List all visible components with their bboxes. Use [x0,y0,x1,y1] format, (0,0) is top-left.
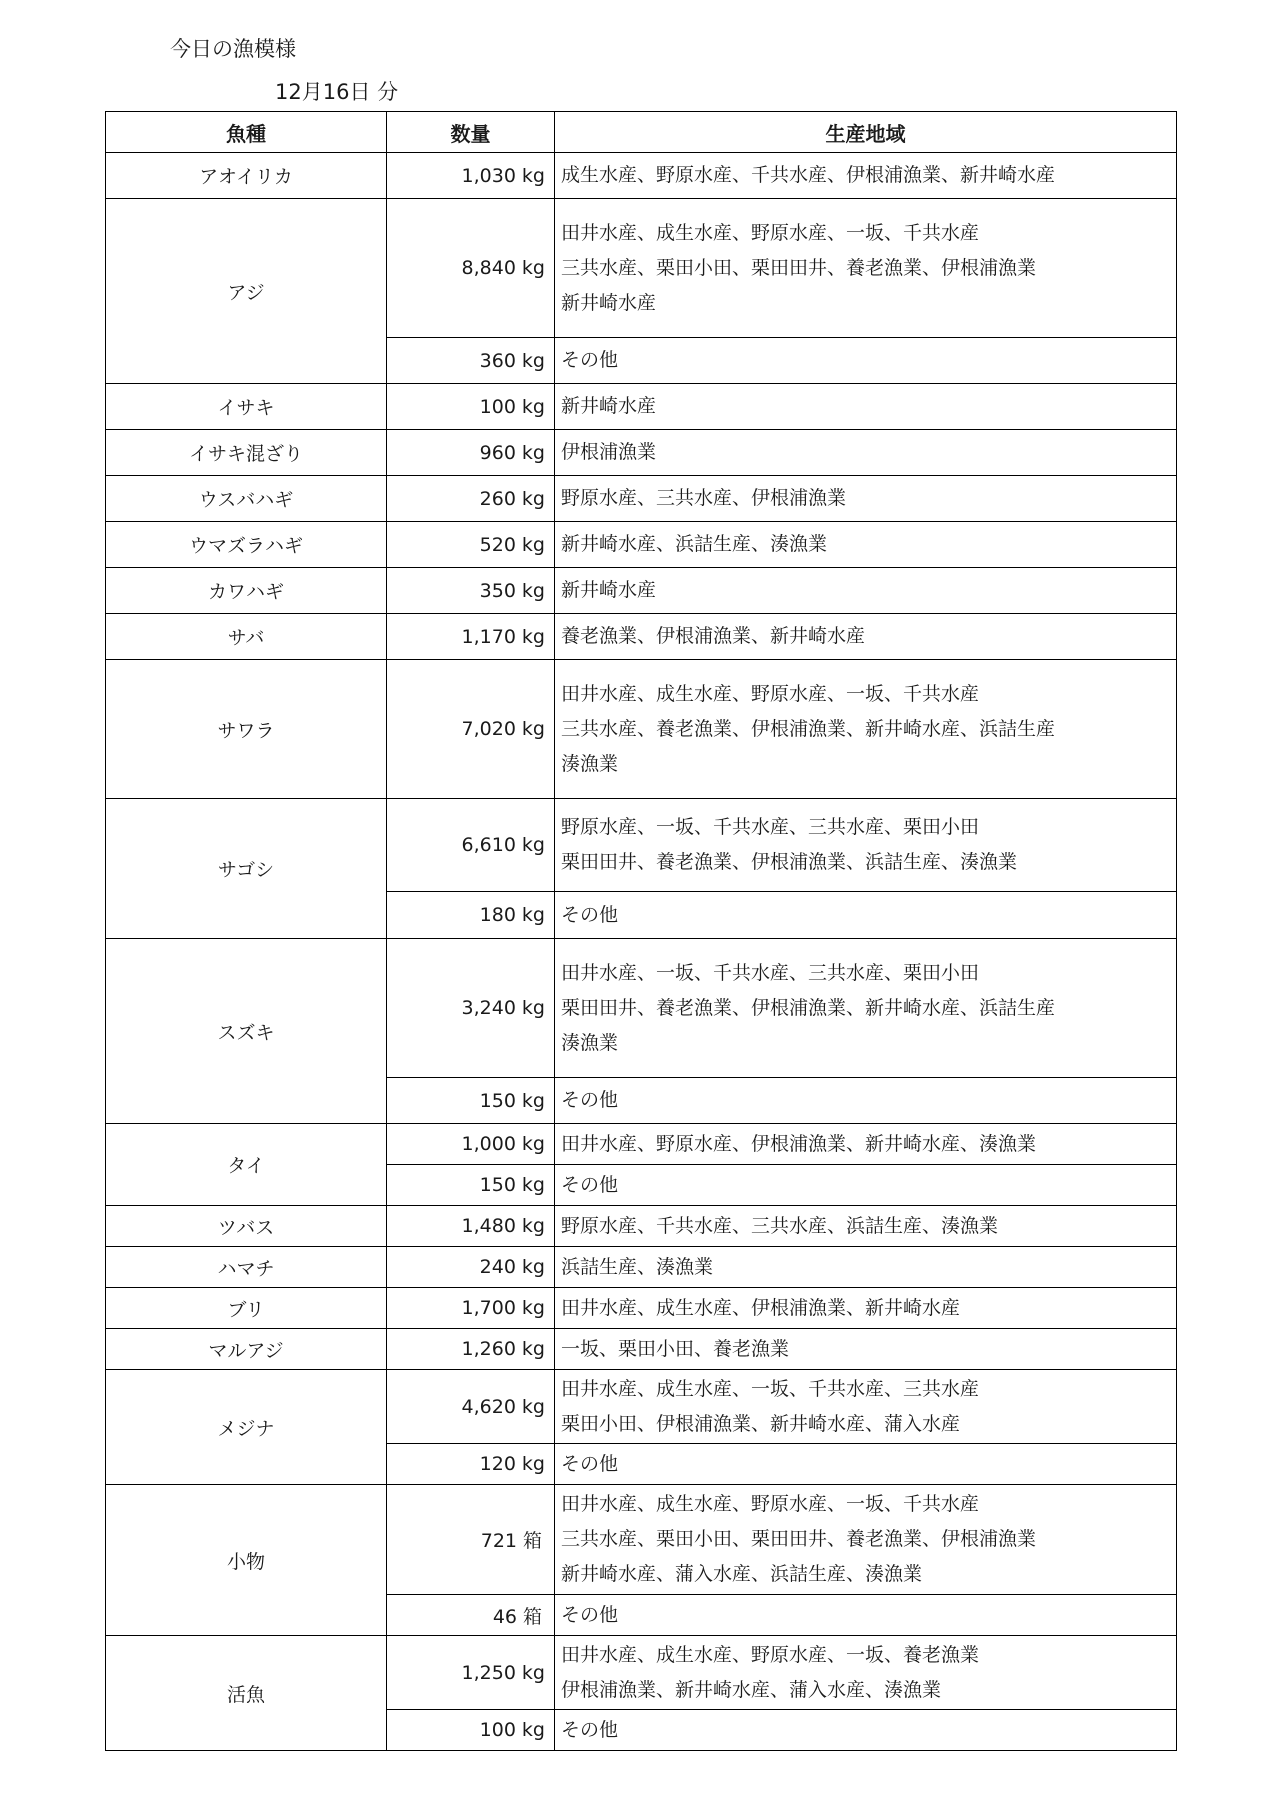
regions-cell [555,1124,1177,1165]
quantity-unit: kg [521,1133,545,1155]
quantity-unit: kg [521,718,545,740]
quantity-cell [387,1288,555,1329]
region-line: 田井水産、成生水産、野原水産、一坂、千共水産 [561,1493,980,1515]
species-cell: ウマズラハギ [106,522,387,568]
table-row [106,1329,1177,1370]
quantity-cell [387,1124,555,1165]
region-line: 三共水産、栗田小田、栗田田井、養老漁業、伊根浦漁業 [561,256,1037,279]
region-line: 成生水産、野原水産、千共水産、伊根浦漁業、新井崎水産 [561,164,1056,186]
table-row [106,1485,1177,1595]
regions-cell [555,1078,1177,1124]
region-line: 野原水産、三共水産、伊根浦漁業 [561,487,847,509]
table-row [106,1124,1177,1165]
quantity-unit: kg [521,579,545,602]
quantity-value: 520 [479,533,516,556]
regions-cell [555,522,1177,568]
quantity-cell [387,384,555,430]
species-cell: メジナ [106,1370,387,1485]
region-line: 田井水産、成生水産、野原水産、一坂、千共水産 [561,682,980,705]
quantity-unit: kg [521,997,545,1019]
quantity-cell [387,338,555,384]
quantity-cell [387,1710,555,1751]
quantity-cell [387,892,555,939]
region-line: 養老漁業、伊根浦漁業、新井崎水産 [561,625,866,647]
table-row [106,1636,1177,1710]
quantity-value: 180 [479,904,516,926]
quantity-unit: kg [521,904,545,926]
region-line: 新井崎水産 [561,395,657,417]
region-line: 野原水産、千共水産、三共水産、浜詰生産、湊漁業 [561,1214,999,1237]
table-row [106,1370,1177,1444]
regions-cell [555,1595,1177,1636]
quantity-cell [387,1636,555,1710]
quantity-unit: kg [521,487,545,510]
quantity-cell [387,476,555,522]
region-line: 新井崎水産 [561,291,657,314]
species-cell: 小物 [106,1485,387,1636]
quantity-value: 100 [479,1719,516,1741]
regions-cell [555,199,1177,338]
quantity-cell [387,430,555,476]
region-line: 田井水産、一坂、千共水産、三共水産、栗田小田 [561,961,980,984]
species-cell: ツバス [106,1206,387,1247]
region-line: 栗田田井、養老漁業、伊根浦漁業、新井崎水産、浜詰生産 [561,996,1056,1019]
table-row [106,522,1177,568]
quantity-value: 721 [480,1530,517,1552]
table-row [106,614,1177,660]
regions-cell [555,153,1177,199]
page-title: 今日の漁模様 [170,37,296,61]
quantity-unit: kg [521,1174,545,1196]
species-cell: タイ [106,1124,387,1206]
quantity-unit: 箱 [523,1605,543,1628]
table-row [106,799,1177,892]
table-header-row [106,112,1177,153]
region-line: 湊漁業 [561,1031,619,1054]
quantity-value: 4,620 [461,1395,516,1418]
region-line: 田井水産、成生水産、伊根浦漁業、新井崎水産 [561,1296,961,1319]
region-line: 伊根浦漁業 [561,441,657,463]
regions-cell [555,892,1177,939]
quantity-cell [387,614,555,660]
regions-cell [555,384,1177,430]
quantity-value: 1,480 [461,1215,516,1237]
region-line: 野原水産、一坂、千共水産、三共水産、栗田小田 [561,816,980,838]
quantity-cell [387,1444,555,1485]
quantity-cell [387,568,555,614]
table-row [106,430,1177,476]
species-cell: イサキ混ざり [106,430,387,476]
quantity-cell [387,1247,555,1288]
quantity-unit: kg [521,533,545,556]
quantity-cell [387,199,555,338]
region-line: 浜詰生産、湊漁業 [561,1255,714,1278]
catch-table [105,111,1177,1751]
quantity-unit: kg [521,1338,545,1360]
region-line: 新井崎水産 [561,579,657,601]
header-species: 魚種 [106,112,387,153]
table-row [106,1288,1177,1329]
regions-cell [555,1288,1177,1329]
quantity-value: 360 [479,349,516,372]
quantity-value: 150 [479,1174,516,1196]
quantity-value: 1,250 [461,1661,516,1684]
table-body [106,153,1177,1751]
quantity-cell [387,939,555,1078]
quantity-unit: kg [521,257,545,279]
quantity-cell [387,1485,555,1595]
region-line: 三共水産、栗田小田、栗田田井、養老漁業、伊根浦漁業 [561,1528,1037,1550]
quantity-cell [387,1206,555,1247]
quantity-unit: kg [521,441,545,464]
quantity-value: 1,700 [461,1297,516,1319]
quantity-unit: kg [521,1089,545,1112]
table-row [106,199,1177,338]
regions-cell [555,1444,1177,1485]
quantity-value: 1,170 [461,625,516,648]
quantity-unit: kg [521,1215,545,1237]
quantity-cell [387,1078,555,1124]
regions-cell [555,1710,1177,1751]
region-line: 伊根浦漁業、新井崎水産、蒲入水産、湊漁業 [561,1678,942,1701]
quantity-unit: kg [521,164,545,187]
region-line: 田井水産、成生水産、野原水産、一坂、養老漁業 [561,1643,980,1666]
species-cell: サワラ [106,660,387,799]
regions-cell [555,476,1177,522]
region-line: その他 [561,1089,619,1111]
quantity-value: 3,240 [461,997,516,1019]
region-line: その他 [561,1603,619,1626]
quantity-cell [387,1165,555,1206]
quantity-unit: kg [521,395,545,418]
species-cell: ウスバハギ [106,476,387,522]
quantity-value: 7,020 [461,718,516,740]
region-line: 田井水産、成生水産、一坂、千共水産、三共水産 [561,1377,980,1400]
report-date: 12月16日 分 [275,80,399,104]
table-row [106,384,1177,430]
species-cell: サバ [106,614,387,660]
quantity-cell [387,1595,555,1636]
region-line: その他 [561,349,619,371]
species-cell: サゴシ [106,799,387,939]
species-cell: ブリ [106,1288,387,1329]
regions-cell [555,1636,1177,1710]
quantity-cell [387,153,555,199]
quantity-value: 960 [479,441,516,464]
quantity-unit: kg [521,625,545,648]
header-regions: 生産地域 [555,112,1177,153]
quantity-value: 1,030 [461,164,516,187]
regions-cell [555,338,1177,384]
quantity-cell [387,522,555,568]
quantity-value: 350 [479,579,516,602]
quantity-value: 46 [492,1605,517,1628]
quantity-cell [387,799,555,892]
regions-cell [555,1206,1177,1247]
regions-cell [555,1165,1177,1206]
quantity-unit: kg [521,1297,545,1319]
regions-cell [555,660,1177,799]
table-row [106,660,1177,799]
regions-cell [555,1247,1177,1288]
regions-cell [555,614,1177,660]
region-line: 栗田田井、養老漁業、伊根浦漁業、浜詰生産、湊漁業 [561,851,1018,873]
species-cell: アジ [106,199,387,384]
region-line: その他 [561,1718,619,1741]
quantity-value: 260 [479,487,516,510]
regions-cell [555,1485,1177,1595]
regions-cell [555,1329,1177,1370]
species-cell: カワハギ [106,568,387,614]
species-cell: アオイリカ [106,153,387,199]
quantity-value: 6,610 [461,834,516,856]
quantity-unit: kg [521,1661,545,1684]
quantity-unit: kg [521,1719,545,1741]
species-cell: 活魚 [106,1636,387,1751]
table-row [106,476,1177,522]
region-line: 新井崎水産、蒲入水産、浜詰生産、湊漁業 [561,1563,923,1585]
region-line: 田井水産、成生水産、野原水産、一坂、千共水産 [561,221,980,244]
quantity-value: 1,260 [461,1338,516,1360]
quantity-value: 1,000 [461,1133,516,1155]
quantity-value: 240 [479,1256,516,1278]
quantity-value: 8,840 [461,257,516,279]
quantity-unit: kg [521,1395,545,1418]
quantity-unit: kg [521,834,545,856]
species-cell: ハマチ [106,1247,387,1288]
quantity-unit: 箱 [523,1530,543,1552]
region-line: 一坂、栗田小田、養老漁業 [561,1337,790,1360]
species-cell: イサキ [106,384,387,430]
species-cell: スズキ [106,939,387,1124]
quantity-cell [387,660,555,799]
quantity-value: 120 [479,1453,516,1475]
regions-cell [555,568,1177,614]
regions-cell [555,799,1177,892]
quantity-value: 100 [479,395,516,418]
regions-cell [555,939,1177,1078]
regions-cell [555,430,1177,476]
quantity-cell [387,1370,555,1444]
region-line: その他 [561,903,619,926]
table-row [106,153,1177,199]
region-line: 三共水産、養老漁業、伊根浦漁業、新井崎水産、浜詰生産 [561,717,1056,740]
region-line: その他 [561,1173,619,1196]
quantity-unit: kg [521,1453,545,1475]
quantity-unit: kg [521,1256,545,1278]
table-row [106,568,1177,614]
region-line: 湊漁業 [561,752,619,775]
species-cell: マルアジ [106,1329,387,1370]
table-row [106,1206,1177,1247]
table-row [106,939,1177,1078]
regions-cell [555,1370,1177,1444]
quantity-cell [387,1329,555,1370]
quantity-unit: kg [521,349,545,372]
region-line: 新井崎水産、浜詰生産、湊漁業 [561,533,828,555]
region-line: その他 [561,1452,619,1475]
region-line: 田井水産、野原水産、伊根浦漁業、新井崎水産、湊漁業 [561,1132,1037,1155]
quantity-value: 150 [479,1089,516,1112]
region-line: 栗田小田、伊根浦漁業、新井崎水産、蒲入水産 [561,1412,961,1435]
table-row [106,1247,1177,1288]
header-quantity: 数量 [387,112,555,153]
